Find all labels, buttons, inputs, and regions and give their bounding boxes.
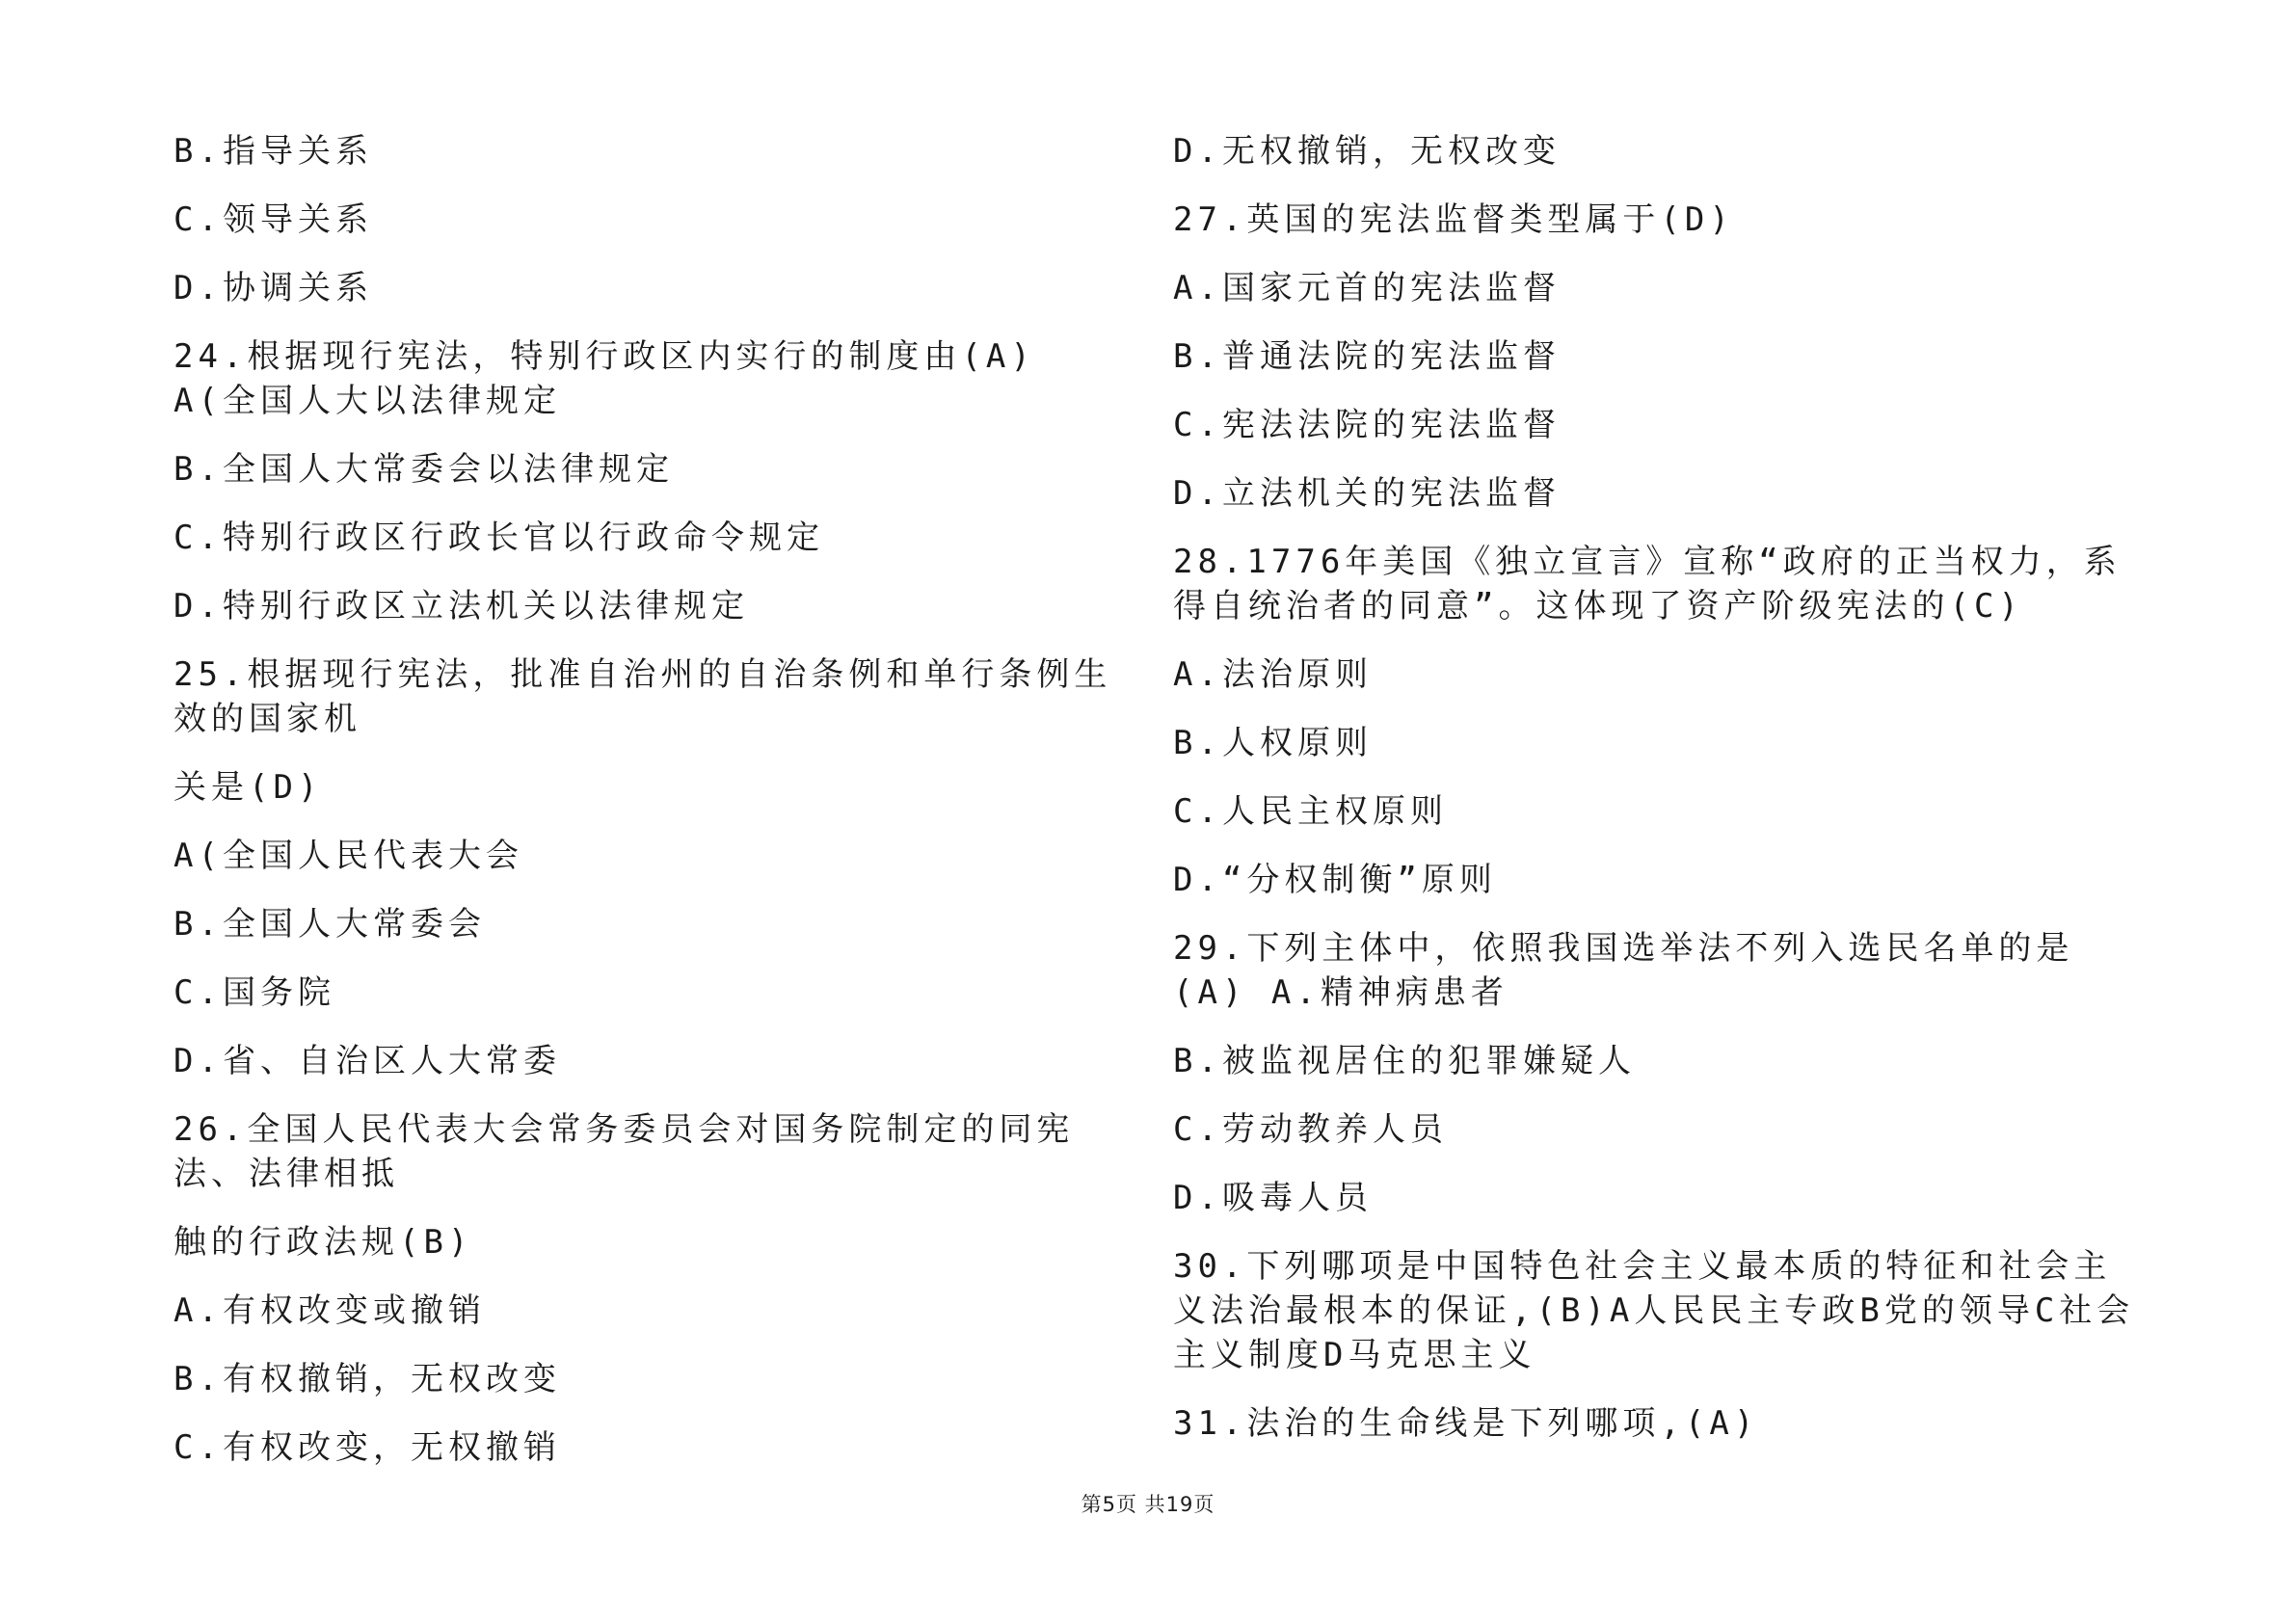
text-line: C.人民主权原则 — [1173, 792, 1448, 831]
text-line: D.协调关系 — [174, 269, 373, 307]
text-line: B.全国人大常委会 — [174, 905, 486, 944]
text-line: D.“分权制衡”原则 — [1173, 861, 1497, 899]
text-line: C.特别行政区行政长官以行政命令规定 — [174, 519, 824, 557]
question-24: 24.根据现行宪法，特别行政区内实行的制度由(A) A(全国人大以法律规定 — [174, 337, 1060, 420]
text-line: A(全国人民代表大会 — [174, 837, 523, 875]
text-line: C.国务院 — [174, 973, 335, 1012]
text-line: A.国家元首的宪法监督 — [1173, 269, 1561, 307]
text-line: B.普通法院的宪法监督 — [1173, 337, 1561, 376]
text-line: A.法治原则 — [1173, 655, 1373, 694]
left-column — [174, 129, 1137, 1494]
question-29: 29.下列主体中，依照我国选举法不列入选民名单的是(A) A.精神病患者 — [1173, 929, 2074, 1012]
text-line: B.有权撤销，无权改变 — [174, 1360, 561, 1398]
text-line: B.全国人大常委会以法律规定 — [174, 450, 674, 489]
question-25: 25.根据现行宪法，批准自治州的自治条例和单行条例生效的国家机 — [174, 655, 1112, 738]
text-line: D.省、自治区人大常委 — [174, 1042, 561, 1080]
text-line: 触的行政法规(B) — [174, 1223, 473, 1262]
question-28: 28.1776年美国《独立宣言》宣称“政府的正当权力，系得自统治者的同意”。这体现了资产阶级宪法的(C) — [1173, 543, 2122, 625]
text-line: D.吸毒人员 — [1173, 1179, 1373, 1217]
question-31: 31.法治的生命线是下列哪项,(A) — [1173, 1404, 1759, 1443]
text-line: D.特别行政区立法机关以法律规定 — [174, 587, 749, 625]
text-line: C.领导关系 — [174, 200, 373, 239]
text-line: B.被监视居住的犯罪嫌疑人 — [1173, 1042, 1636, 1080]
question-30: 30.下列哪项是中国特色社会主义最本质的特征和社会主义法治最根本的保证,(B)A人民民主专政B党的领导C社会主义制度D马克思主义 — [1173, 1247, 2135, 1374]
right-column — [1173, 129, 2137, 1470]
text-line: C.有权改变，无权撤销 — [174, 1428, 561, 1467]
text-line: B.指导关系 — [174, 132, 373, 171]
question-27: 27.英国的宪法监督类型属于(D) — [1173, 200, 1734, 239]
text-line: D.立法机关的宪法监督 — [1173, 474, 1561, 513]
question-26: 26.全国人民代表大会常务委员会对国务院制定的同宪法、法律相抵 — [174, 1110, 1075, 1193]
page-footer: 第5页 共19页 — [1081, 1493, 1215, 1516]
text-line: C.宪法法院的宪法监督 — [1173, 406, 1561, 444]
text-line: C.劳动教养人员 — [1173, 1110, 1448, 1149]
text-line: D.无权撤销，无权改变 — [1173, 132, 1561, 171]
text-line: A.有权改变或撤销 — [174, 1291, 486, 1330]
text-line: 关是(D) — [174, 768, 323, 807]
text-line: B.人权原则 — [1173, 724, 1373, 762]
